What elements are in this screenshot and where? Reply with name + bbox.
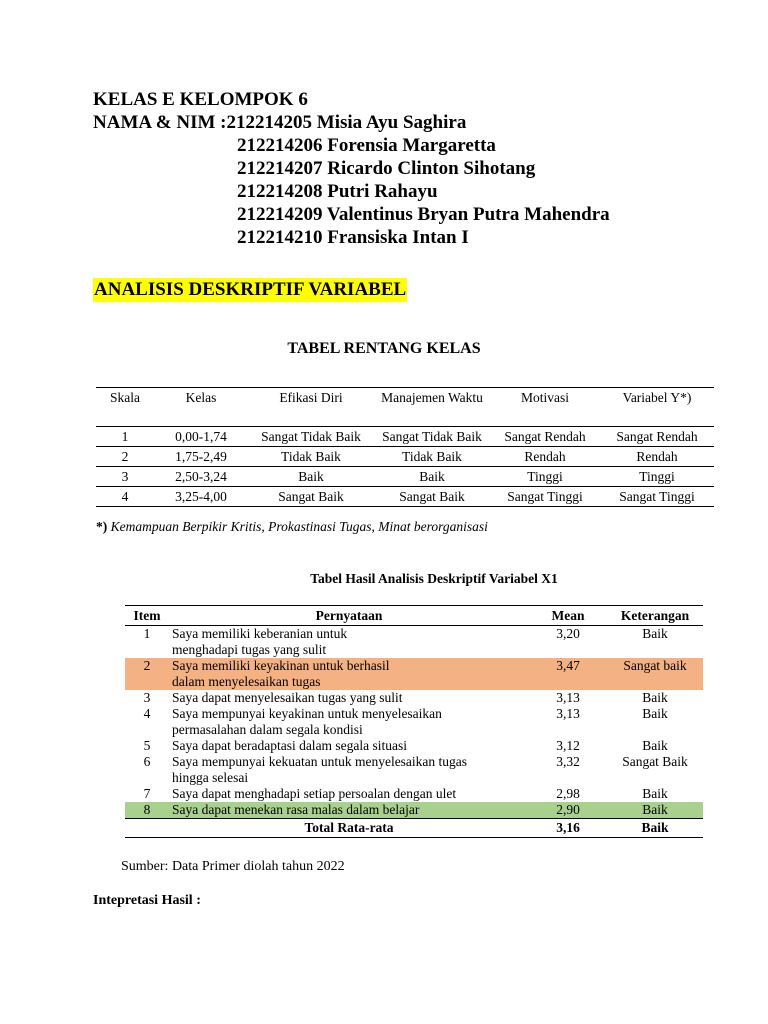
table-cell: Tidak Baik: [374, 447, 490, 467]
table-row: [96, 467, 714, 487]
total-row: [125, 819, 703, 838]
keterangan-value: Baik: [642, 706, 668, 721]
total-keterangan: Baik: [607, 819, 703, 838]
statement-text: Saya mempunyai kekuatan untuk menyelesaikan tugas hingga selesai: [172, 754, 468, 785]
members-block: [93, 111, 610, 249]
table-cell: Sangat Tinggi: [490, 487, 600, 507]
table-cell: 1,75-2,49: [154, 447, 248, 467]
statement-text: Saya dapat menyelesaikan tugas yang sulit: [172, 690, 403, 705]
keterangan-value: Baik: [642, 738, 668, 753]
table-row: [96, 427, 714, 447]
item-number: 2: [143, 658, 151, 673]
statement-text: Saya memiliki keyakinan untuk berhasil dalam menyelesaikan tugas: [172, 658, 390, 689]
table2-title: Tabel Hasil Analisis Deskriptif Variabel X1: [310, 571, 558, 586]
footnote-text: Kemampuan Berpikir Kritis, Prokastinasi Tugas, Minat berorganisasi: [107, 519, 488, 534]
table-row: [96, 447, 714, 467]
table-row: [125, 738, 703, 754]
table-row: [125, 658, 703, 690]
keterangan-value: Sangat baik: [623, 658, 687, 673]
table-cell: 0,00-1,74: [154, 427, 248, 447]
item-number: 7: [143, 786, 151, 801]
table-row: [125, 802, 703, 819]
column-header: Motivasi: [490, 388, 600, 427]
mean-value: 3,32: [556, 754, 580, 769]
keterangan-value: Baik: [642, 786, 668, 801]
range-class-table: [96, 387, 714, 507]
table-cell: Tinggi: [600, 467, 714, 487]
footnote-marker: *): [96, 519, 108, 534]
statement-text: Saya mempunyai keyakinan untuk menyelesaikan permasalahan dalam segala kondisi: [172, 706, 442, 737]
member-line: 212214210 Fransiska Intan I: [237, 227, 469, 248]
table-cell: Tinggi: [490, 467, 600, 487]
table1-footnote: [96, 519, 488, 535]
keterangan-value: Sangat Baik: [622, 754, 688, 769]
column-header: Variabel Y*): [600, 388, 714, 427]
class-group-title: KELAS E KELOMPOK 6: [93, 89, 308, 110]
table-row: [125, 754, 703, 786]
table-cell: Rendah: [490, 447, 600, 467]
table-header-row: [96, 388, 714, 427]
column-header: Skala: [96, 388, 154, 427]
table-cell: Sangat Rendah: [600, 427, 714, 447]
item-number: 1: [143, 626, 151, 641]
table-cell: 2,50-3,24: [154, 467, 248, 487]
member-line: 212214207 Ricardo Clinton Sihotang: [237, 158, 536, 179]
table-cell: Sangat Tinggi: [600, 487, 714, 507]
column-header: Kelas: [154, 388, 248, 427]
keterangan-value: Baik: [642, 626, 668, 641]
table-cell: Sangat Tidak Baik: [374, 427, 490, 447]
table-cell: Baik: [248, 467, 374, 487]
total-empty-cell: [125, 819, 169, 838]
interpretation-label: Intepretasi Hasil :: [93, 893, 201, 908]
member-line: 212214206 Forensia Margaretta: [237, 135, 496, 156]
statement-text: Saya dapat menghadapi setiap persoalan dengan ulet: [172, 786, 457, 801]
table-cell: 4: [96, 487, 154, 507]
statement-text: Saya memiliki keberanian untuk menghadapi tugas yang sulit: [172, 626, 348, 657]
mean-value: 2,98: [556, 786, 580, 801]
statement-text: Saya dapat beradaptasi dalam segala situasi: [172, 738, 408, 753]
table-row: [125, 690, 703, 706]
member-line: 212214205 Misia Ayu Saghira: [226, 112, 467, 133]
item-number: 8: [143, 802, 151, 817]
descriptive-analysis-table: [125, 605, 703, 838]
member-line: 212214209 Valentinus Bryan Putra Mahendra: [237, 204, 610, 225]
table-cell: 3: [96, 467, 154, 487]
table-header-row: [125, 606, 703, 626]
table-row: [125, 626, 703, 659]
table-cell: Sangat Tidak Baik: [248, 427, 374, 447]
item-number: 3: [143, 690, 151, 705]
column-header: Efikasi Diri: [248, 388, 374, 427]
table-cell: Sangat Baik: [248, 487, 374, 507]
table-cell: Rendah: [600, 447, 714, 467]
column-header: Pernyataan: [169, 606, 529, 626]
mean-value: 2,90: [556, 802, 580, 817]
table-cell: Sangat Baik: [374, 487, 490, 507]
table-cell: Baik: [374, 467, 490, 487]
total-mean: 3,16: [529, 819, 607, 838]
column-header: Manajemen Waktu: [374, 388, 490, 427]
item-number: 6: [143, 754, 151, 769]
mean-value: 3,47: [556, 658, 580, 673]
table1-title: TABEL RENTANG KELAS: [287, 340, 481, 357]
member-line: 212214208 Putri Rahayu: [237, 181, 438, 202]
table-cell: Tidak Baik: [248, 447, 374, 467]
table-cell: Sangat Rendah: [490, 427, 600, 447]
table-row: [125, 706, 703, 738]
table-row: [96, 487, 714, 507]
table-row: [125, 786, 703, 802]
section-title: ANALISIS DESKRIPTIF VARIABEL: [94, 279, 407, 300]
column-header: Keterangan: [607, 606, 703, 626]
item-number: 5: [143, 738, 151, 753]
column-header: Mean: [529, 606, 607, 626]
name-nim-label: NAMA & NIM :: [93, 112, 227, 133]
item-number: 4: [143, 706, 151, 721]
statement-text: Saya dapat menekan rasa malas dalam belajar: [172, 802, 420, 817]
table-cell: 2: [96, 447, 154, 467]
table-cell: 1: [96, 427, 154, 447]
keterangan-value: Baik: [642, 802, 668, 817]
keterangan-value: Baik: [642, 690, 668, 705]
mean-value: 3,13: [556, 690, 580, 705]
total-label: Total Rata-rata: [169, 819, 529, 838]
column-header: Item: [125, 606, 169, 626]
header-block: [93, 88, 610, 249]
mean-value: 3,13: [556, 706, 580, 721]
table-cell: 3,25-4,00: [154, 487, 248, 507]
source-note: Sumber: Data Primer diolah tahun 2022: [121, 859, 345, 874]
mean-value: 3,12: [556, 738, 580, 753]
mean-value: 3,20: [556, 626, 580, 641]
